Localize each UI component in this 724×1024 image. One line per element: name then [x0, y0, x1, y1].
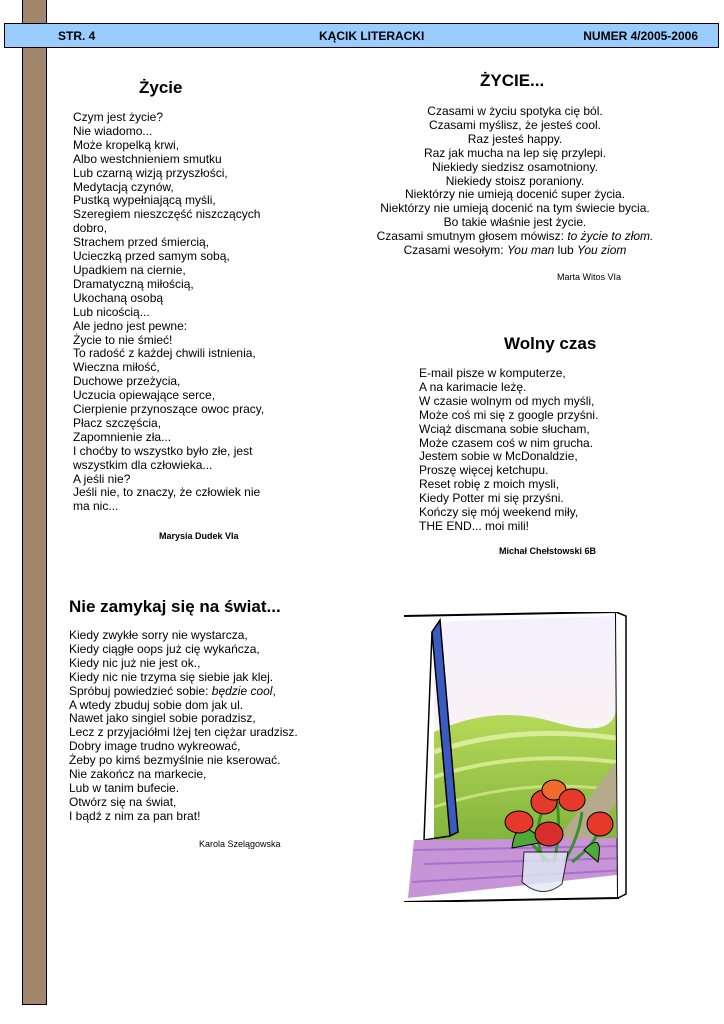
poem2-body-end	[365, 230, 665, 258]
poem3-line-8: Proszę więcej ketchupu.	[419, 463, 549, 478]
poem1-line-11: Ucieczką przed samym sobą,	[73, 249, 230, 264]
poem4b-line-1: A wtedy zbuduj sobie dom jak ul.	[69, 697, 244, 712]
poem1-line-19: Wieczna miłość,	[73, 360, 160, 375]
poem1-line-25: I choćby to wszystko było złe, jest	[73, 443, 253, 458]
decorative-sidebar	[22, 0, 47, 1005]
poem2-line-3: Raz jesteś happy.	[467, 131, 563, 146]
poem4-author: Karola Szelągowska	[199, 839, 281, 849]
poem1-body	[73, 111, 264, 514]
poem3-title: Wolny czas	[504, 334, 597, 353]
poem4-title: Nie zamykaj się na świat...	[69, 597, 281, 616]
poem1-line-3: Może kropelką krwi,	[73, 137, 180, 152]
poem3-line-6: Może czasem coś w nim grucha.	[419, 435, 594, 450]
poem1-line-14: Ukochaną osobą	[73, 290, 164, 305]
poem4b-line-2: Nawet jako singiel sobie poradzisz,	[69, 711, 256, 726]
page-header	[4, 23, 719, 48]
poem4a-line-1: Kiedy zwykłe sorry nie wystarcza,	[69, 628, 248, 642]
poem2-body	[365, 105, 665, 230]
poem4b-line-6: Nie zakończ na markecie,	[69, 767, 207, 782]
poem1-line-4: Albo westchnieniem smutku	[73, 151, 222, 166]
poem3-line-10: Kiedy Potter mi się przyśni.	[419, 491, 564, 506]
section-title: KĄCIK LITERACKI	[319, 29, 425, 43]
poem3-body	[419, 367, 598, 534]
poem1-line-2: Nie wiadomo...	[73, 123, 153, 138]
poem2-line-5: Niekiedy siedzisz osamotniony.	[432, 159, 598, 174]
poem1-line-23: Płacz szczęścia,	[73, 415, 162, 430]
poem4-line-5: Spróbuj powiedzieć sobie: będzie cool,	[69, 683, 276, 698]
poem3-line-7: Jestem sobie w McDonaldzie,	[419, 449, 578, 464]
poem2-line-9: Bo takie właśnie jest życie.	[443, 215, 587, 230]
page-number: STR. 4	[58, 29, 96, 43]
poem1-line-16: Ale jedno jest pewne:	[73, 318, 188, 333]
poem2-line-1: Czasami w życiu spotyka cię ból.	[427, 104, 603, 118]
poem1-line-13: Dramatyczną miłością,	[73, 276, 194, 291]
poem1-title: Życie	[139, 78, 183, 97]
poem1-line-28: Jeśli nie, to znaczy, że człowiek nie	[73, 485, 261, 500]
poem1-line-10: Strachem przed śmiercią,	[73, 235, 210, 250]
poem3-author: Michał Chełstowski 6B	[499, 546, 597, 556]
poem4a-line-4: Kiedy nic nie trzyma się siebie jak klej.	[69, 669, 274, 684]
poem2-line-8: Niektórzy nie umieją docenić na tym świecie bycia.	[380, 201, 650, 216]
poem1-line-9: dobro,	[73, 221, 108, 236]
poem1-line-20: Duchowe przeżycia,	[73, 374, 181, 389]
poem1-line-7: Pustką wypełniającą myśli,	[73, 193, 216, 208]
poem1-line-24: Zapomnienie zła...	[73, 429, 172, 444]
poem3-line-3: W czasie wolnym od mych myśli,	[419, 393, 595, 408]
poem3-line-9: Reset robię z moich mysli,	[419, 477, 560, 492]
poem3-line-2: A na karimacie leżę.	[419, 379, 527, 394]
poem4a-line-3: Kiedy nic już nie jest ok.,	[69, 655, 201, 670]
poem3-line-5: Wciąż discmana sobie słucham,	[419, 421, 590, 436]
poem1-line-29: ma nic...	[73, 499, 119, 514]
poem2-line-6: Niekiedy stoisz poraniony.	[445, 173, 585, 188]
poem1-line-27: A jeśli nie?	[73, 471, 131, 486]
poem1-line-6: Medytacją czynów,	[73, 179, 174, 194]
issue-number: NUMER 4/2005-2006	[583, 29, 698, 43]
poem2-line-7: Niektórzy nie umieją docenić super życia.	[404, 187, 626, 202]
poem1-line-1: Czym jest życie?	[73, 110, 164, 124]
poem3-line-4: Może coś mi się z google przyśni.	[419, 407, 599, 422]
poem1-line-15: Lub nicością...	[73, 304, 150, 319]
poem4b-line-8: Otwórz się na świat,	[69, 794, 177, 809]
poem4b-line-9: I bądź z nim za pan brat!	[69, 808, 201, 823]
poem3-line-1: E-mail pisze w komputerze,	[419, 366, 566, 380]
poem1-line-21: Uczucia opiewające serce,	[73, 388, 216, 403]
poem4-body	[69, 629, 298, 824]
poem3-line-12: THE END... moi mili!	[419, 518, 530, 533]
poem1-author: Marysia Dudek VIa	[159, 531, 239, 541]
poem4b-line-5: Żeby po kimś bezmyślnie nie kserować.	[69, 753, 281, 768]
poem1-line-22: Cierpienie przynoszące owoc pracy,	[73, 402, 265, 417]
poem2-author: Marta Witos VIa	[557, 272, 622, 282]
poem1-line-18: To radość z każdej chwili istnienia,	[73, 346, 256, 361]
poem1-line-17: Życie to nie śmieć!	[73, 332, 173, 347]
poem1-line-12: Upadkiem na ciernie,	[73, 262, 186, 277]
poem3-line-11: Kończy się mój weekend miły,	[419, 505, 579, 520]
poem2-line-10: Czasami smutnym głosem mówisz: to życie to złom.	[376, 229, 654, 243]
poem1-line-26: wszystkim dla człowieka...	[73, 457, 213, 472]
poem2-title: ŻYCIE...	[480, 71, 545, 90]
poem4b-line-3: Lecz z przyjaciółmi lżej ten ciężar uradzisz.	[69, 725, 298, 740]
poem4b-line-4: Dobry image trudno wykreować,	[69, 739, 241, 754]
poem2-line-2: Czasami myślisz, że jesteś cool.	[428, 117, 602, 132]
poem2-line-11: Czasami wesołym: You man lub You ziom	[403, 242, 627, 257]
poem1-line-5: Lub czarną wizją przyszłości,	[73, 165, 228, 180]
poem4b-line-7: Lub w tanim bufecie.	[69, 780, 180, 795]
poem1-line-8: Szeregiem nieszczęść niszczących	[73, 207, 261, 222]
poem4a-line-2: Kiedy ciągłe oops już cię wykańcza,	[69, 641, 260, 656]
poem2-line-4: Raz jak mucha na lep się przylepi.	[423, 145, 607, 160]
window-tulips-illustration	[404, 612, 630, 902]
